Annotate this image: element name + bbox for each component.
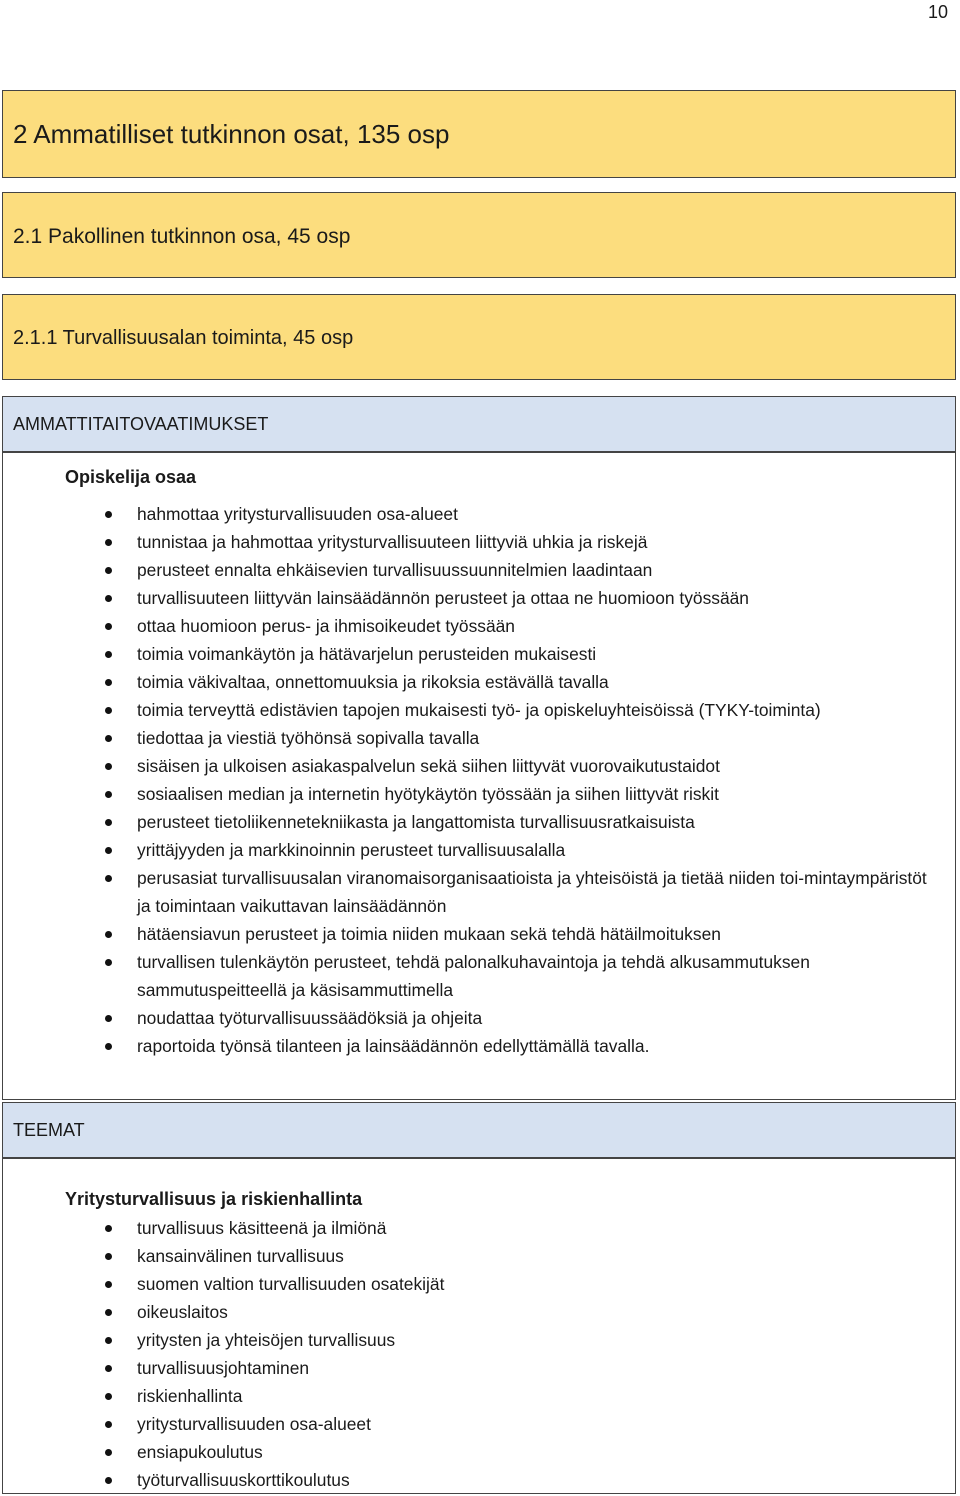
bullet-item: tiedottaa ja viestiä työhönsä sopivalla tavalla [3, 724, 937, 752]
themes-header-label: TEEMAT [13, 1120, 85, 1140]
bullet-item: työturvallisuuskorttikoulutus [3, 1466, 937, 1494]
requirements-intro: Opiskelija osaa [65, 467, 197, 487]
bullet-item: ensiapukoulutus [3, 1438, 937, 1466]
bullet-item: toimia terveyttä edistävien tapojen mukaisesti työ- ja opiskeluyhteisöissä (TYKY-toiminta) [3, 696, 937, 724]
bullet-item: oikeuslaitos [3, 1298, 937, 1326]
bullet-item: perusasiat turvallisuusalan viranomaisorganisaatioista ja yhteisöistä ja tietää niiden toi-mintaympäristöt ja toimintaan vaikuttavan lainsäädännön [3, 864, 937, 920]
bullet-item: turvallisen tulenkäytön perusteet, tehdä palonalkuhavaintoja ja tehdä alkusammutuksen sammutuspeitteellä ja käsisammuttimella [3, 948, 937, 1004]
bullet-item: sosiaalisen median ja internetin hyötykäytön työssään ja siihen liittyvät riskit [3, 780, 937, 808]
bullet-item: ottaa huomioon perus- ja ihmisoikeudet työssään [3, 612, 937, 640]
heading-h2: 2.1 Pakollinen tutkinnon osa, 45 osp [13, 225, 351, 248]
heading-h1: 2 Ammatilliset tutkinnon osat, 135 osp [13, 119, 450, 149]
bullet-item: toimia väkivaltaa, onnettomuuksia ja rikoksia estävällä tavalla [3, 668, 937, 696]
requirements-header [2, 396, 956, 452]
bullet-item: tunnistaa ja hahmottaa yritysturvallisuuteen liittyviä uhkia ja riskejä [3, 528, 937, 556]
bullet-item: toimia voimankäytön ja hätävarjelun perusteiden mukaisesti [3, 640, 937, 668]
bullet-item: kansainvälinen turvallisuus [3, 1242, 937, 1270]
bullet-item: perusteet tietoliikennetekniikasta ja langattomista turvallisuusratkaisuista [3, 808, 937, 836]
bullet-item: noudattaa työturvallisuussäädöksiä ja ohjeita [3, 1004, 937, 1032]
themes-header [2, 1102, 956, 1158]
heading-box-h3 [2, 294, 956, 380]
page-number: 10 [927, 2, 948, 22]
bullet-item: turvallisuusjohtaminen [3, 1354, 937, 1382]
bullet-item: yritysturvallisuuden osa-alueet [3, 1410, 937, 1438]
heading-h3: 2.1.1 Turvallisuusalan toiminta, 45 osp [13, 327, 354, 349]
bullet-item: turvallisuuteen liittyvän lainsäädännön perusteet ja ottaa ne huomioon työssään [3, 584, 937, 612]
bullet-item: hätäensiavun perusteet ja toimia niiden mukaan sekä tehdä hätäilmoituksen [3, 920, 937, 948]
themes-list [3, 1214, 937, 1494]
heading-box-h2 [2, 192, 956, 278]
heading-box-h1 [2, 90, 956, 178]
themes-subheading: Yritysturvallisuus ja riskienhallinta [65, 1189, 363, 1209]
requirements-list [3, 500, 937, 1060]
bullet-item: sisäisen ja ulkoisen asiakaspalvelun sekä siihen liittyvät vuorovaikutustaidot [3, 752, 937, 780]
bullet-item: yritysten ja yhteisöjen turvallisuus [3, 1326, 937, 1354]
bullet-item: turvallisuus käsitteenä ja ilmiönä [3, 1214, 937, 1242]
bullet-item: hahmottaa yritysturvallisuuden osa-alueet [3, 500, 937, 528]
bullet-item: perusteet ennalta ehkäisevien turvallisuussuunnitelmien laadintaan [3, 556, 937, 584]
themes-box [2, 1158, 956, 1494]
bullet-item: riskienhallinta [3, 1382, 937, 1410]
requirements-header-label: AMMATTITAITOVAATIMUKSET [13, 414, 269, 434]
requirements-box [2, 452, 956, 1100]
bullet-item: yrittäjyyden ja markkinoinnin perusteet turvallisuusalalla [3, 836, 937, 864]
bullet-item: raportoida työnsä tilanteen ja lainsäädännön edellyttämällä tavalla. [3, 1032, 937, 1060]
bullet-item: suomen valtion turvallisuuden osatekijät [3, 1270, 937, 1298]
